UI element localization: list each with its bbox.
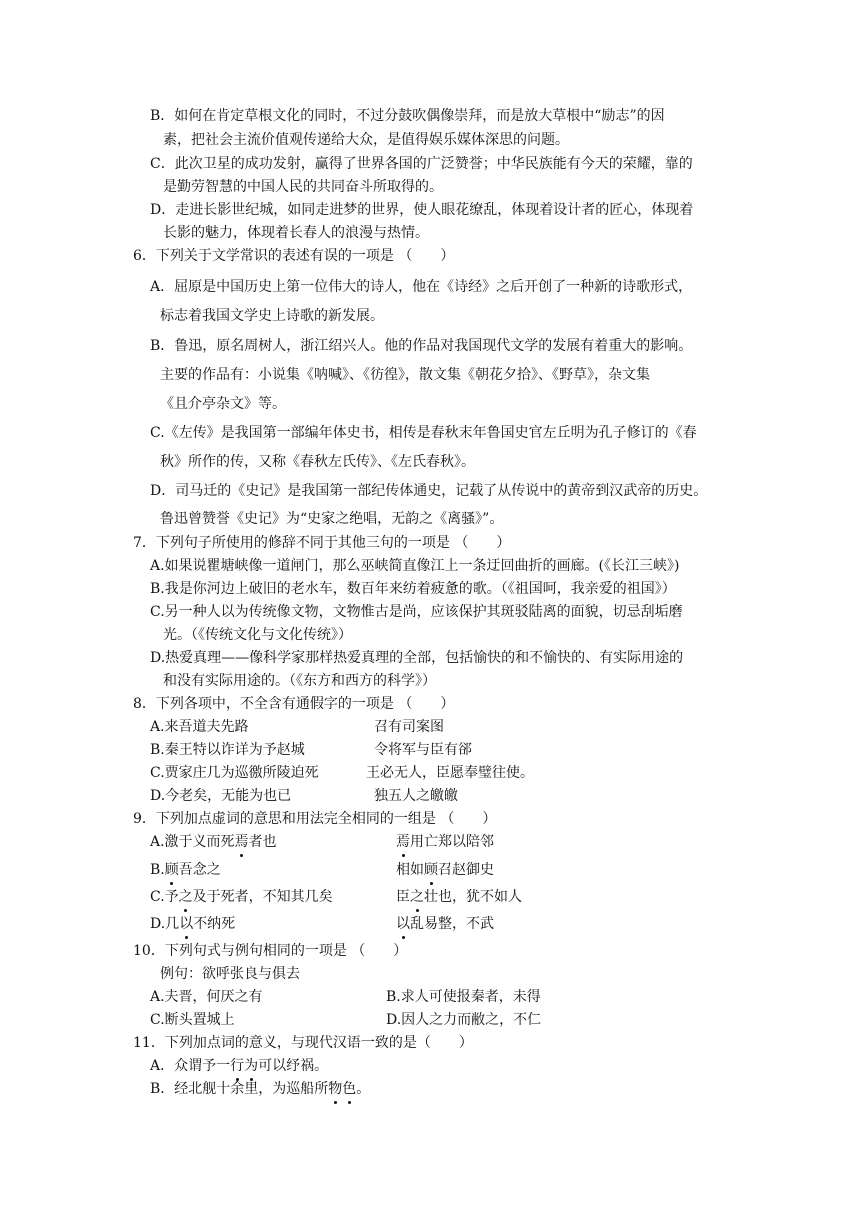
q5-option-d-line1: D．走进长影世纪城，如同走进梦的世界，使人眼花缭乱，体现着设计者的匠心，体现着 bbox=[150, 202, 694, 218]
q10-option-a: A.夫晋，何厌之有 bbox=[150, 989, 263, 1005]
q9-option-c-right bbox=[396, 887, 522, 907]
emphasized-word: 顾 bbox=[424, 862, 438, 878]
q7-option-c-line2: 光。（《传统文化与文化传统》） bbox=[163, 627, 352, 643]
q10-stem: 10．下列句式与例句相同的一项是 （ ） bbox=[133, 943, 408, 959]
q5-option-b-line1: B．如何在肯定草根文化的同时，不过分鼓吹偶像崇拜，而是放大草根中“励志”的因 bbox=[150, 108, 665, 124]
q11-option-a bbox=[150, 1056, 328, 1076]
q9-b-left-text: 吾念之 bbox=[178, 862, 221, 878]
q9-b-right-text-end: 召赵御史 bbox=[438, 862, 494, 878]
q9-option-a-left bbox=[150, 832, 277, 852]
q9-c-left-text: 及于死者，不知其几矣 bbox=[192, 889, 333, 905]
q9-c-left-label: C.予 bbox=[150, 889, 179, 905]
q6-option-c-line2: 秋》所作的传，又称《春秋左氏传》、《左氏春秋》。 bbox=[160, 454, 475, 470]
emphasized-word: 以 bbox=[396, 916, 410, 932]
q6-option-c-line1: C.《左传》是我国第一部编年体史书，相传是春秋末年鲁国史官左丘明为孔子修订的《春 bbox=[150, 425, 697, 441]
q6-option-a-line2: 标志着我国文学史上诗歌的新发展。 bbox=[160, 308, 384, 324]
q9-a-left-text: A.激于义而死 bbox=[150, 834, 235, 850]
emphasized-word: 顾 bbox=[164, 862, 179, 878]
q7-option-a: A.如果说瞿塘峡像一道闸门，那么巫峡简直像江上一条迂回曲折的画廊。(《长江三峡》) bbox=[150, 558, 680, 574]
q11-b-text: B．经北舰十余里，为巡船所 bbox=[150, 1081, 329, 1097]
q9-option-b-right bbox=[396, 860, 494, 880]
emphasized-word: 之 bbox=[178, 889, 193, 905]
emphasized-word: 行 bbox=[230, 1058, 245, 1074]
q9-b-left-label: B. bbox=[150, 862, 165, 878]
emphasized-word: 色 bbox=[342, 1081, 357, 1097]
q9-a-right-text: 用亡郑以陪邻 bbox=[410, 834, 494, 850]
q7-option-d-line1: D.热爱真理——像科学家那样热爱真理的全部，包括愉快的和不愉快的、有实际用途的 bbox=[150, 650, 684, 666]
q9-a-left-text-end: 者也 bbox=[248, 834, 277, 850]
q10-option-c: C.断头置城上 bbox=[150, 1012, 235, 1028]
q11-a-text: A．众谓予一 bbox=[150, 1058, 231, 1074]
q6-option-a-line1: A．屈原是中国历史上第一位伟大的诗人，他在《诗经》之后开创了一种新的诗歌形式， bbox=[150, 279, 693, 295]
emphasized-word: 为 bbox=[244, 1058, 259, 1074]
q9-d-left-label: D.几 bbox=[150, 916, 180, 932]
q11-b-text-end: 。 bbox=[356, 1081, 371, 1097]
emphasized-word: 之 bbox=[410, 889, 424, 905]
q5-option-c-line2: 是勤劳智慧的中国人民的共同奋斗所取得的。 bbox=[163, 179, 443, 195]
q9-d-right-text: 乱易整，不武 bbox=[410, 916, 494, 932]
q6-option-b-line1: B．鲁迅，原名周树人，浙江绍兴人。他的作品对我国现代文学的发展有着重大的影响。 bbox=[150, 338, 693, 354]
q8-option-b-left: B.秦王特以诈详为予赵城 bbox=[150, 742, 305, 758]
q9-d-left-text: 不纳死 bbox=[193, 916, 236, 932]
q8-option-c-right: 王必无人，臣愿奉璧往使。 bbox=[366, 765, 534, 781]
q9-option-c-left bbox=[150, 887, 333, 907]
q9-option-d-left bbox=[150, 914, 235, 934]
q7-option-c-line1: C.另一种人以为传统像文物，文物惟古是尚，应该保护其斑驳陆离的面貌，切忌刮垢磨 bbox=[150, 604, 683, 620]
q8-option-a-left: A.来吾道夫先路 bbox=[150, 719, 249, 735]
q8-option-d-left: D.今老矣，无能为也已 bbox=[150, 788, 292, 804]
q8-option-d-right: 独五人之皦皦 bbox=[374, 788, 458, 804]
q9-c-right-text: 臣 bbox=[396, 889, 410, 905]
q7-stem: 7．下列句子所使用的修辞不同于其他三句的一项是 （ ） bbox=[133, 535, 511, 551]
q7-option-d-line2: 和没有实际用途的。（《东方和西方的科学》） bbox=[163, 673, 436, 689]
q6-option-b-line3: 《且介亭杂文》等。 bbox=[160, 396, 286, 412]
q10-option-b: B.求人可使报秦者，未得 bbox=[386, 989, 541, 1005]
q6-option-d-line2: 鲁迅曾赞誉《史记》为“史家之绝唱，无韵之《离骚》”。 bbox=[160, 511, 504, 527]
q10-example: 例句：欲呼张良与俱去 bbox=[160, 966, 300, 982]
q8-stem: 8．下列各项中，不全含有通假字的一项是 （ ） bbox=[133, 696, 455, 712]
q9-option-d-right bbox=[396, 914, 494, 934]
q9-option-a-right bbox=[396, 832, 494, 852]
q8-option-c-left: C.贾家庄几为巡徼所陵迫死 bbox=[150, 765, 319, 781]
q11-a-text-end: 可以纾祸。 bbox=[258, 1058, 329, 1074]
q6-option-d-line1: D．司马迁的《史记》是我国第一部纪传体通史，记载了从传说中的黄帝到汉武帝的历史。 bbox=[150, 483, 708, 499]
q5-option-c-line1: C．此次卫星的成功发射，赢得了世界各国的广泛赞誉；中华民族能有今天的荣耀，靠的 bbox=[150, 156, 693, 172]
q9-c-right-text-end: 壮也，犹不如人 bbox=[424, 889, 522, 905]
q6-option-b-line2: 主要的作品有：小说集《呐喊》、《彷徨》，散文集《朝花夕拾》、《野草》，杂文集 bbox=[160, 367, 650, 383]
q8-option-a-right: 召有司案图 bbox=[374, 719, 444, 735]
q9-stem: 9．下列加点虚词的意思和用法完全相同的一组是 （ ） bbox=[133, 811, 497, 827]
q11-option-b bbox=[150, 1079, 370, 1099]
q7-option-b: B.我是你河边上破旧的老水车，数百年来纺着疲惫的歌。（《祖国呵，我亲爱的祖国》） bbox=[150, 581, 676, 597]
q10-option-d: D.因人之力而敝之，不仁 bbox=[386, 1012, 542, 1028]
q6-stem: 6．下列关于文学常识的表述有误的一项是 （ ） bbox=[133, 248, 455, 264]
q5-option-b-line2: 素，把社会主流价值观传递给大众，是值得娱乐媒体深思的问题。 bbox=[163, 132, 569, 148]
q8-option-b-right: 令将军与臣有郤 bbox=[374, 742, 472, 758]
emphasized-word: 以 bbox=[179, 916, 194, 932]
emphasized-word: 物 bbox=[328, 1081, 343, 1097]
q9-option-b-left bbox=[150, 860, 221, 880]
emphasized-word: 焉 bbox=[234, 834, 249, 850]
q11-stem: 11．下列加点词的意义，与现代汉语一致的是（ ） bbox=[133, 1035, 473, 1051]
q5-option-d-line2: 长影的魅力，体现着长春人的浪漫与热情。 bbox=[163, 225, 429, 241]
q9-b-right-text: 相如 bbox=[396, 862, 424, 878]
emphasized-word: 焉 bbox=[396, 834, 410, 850]
